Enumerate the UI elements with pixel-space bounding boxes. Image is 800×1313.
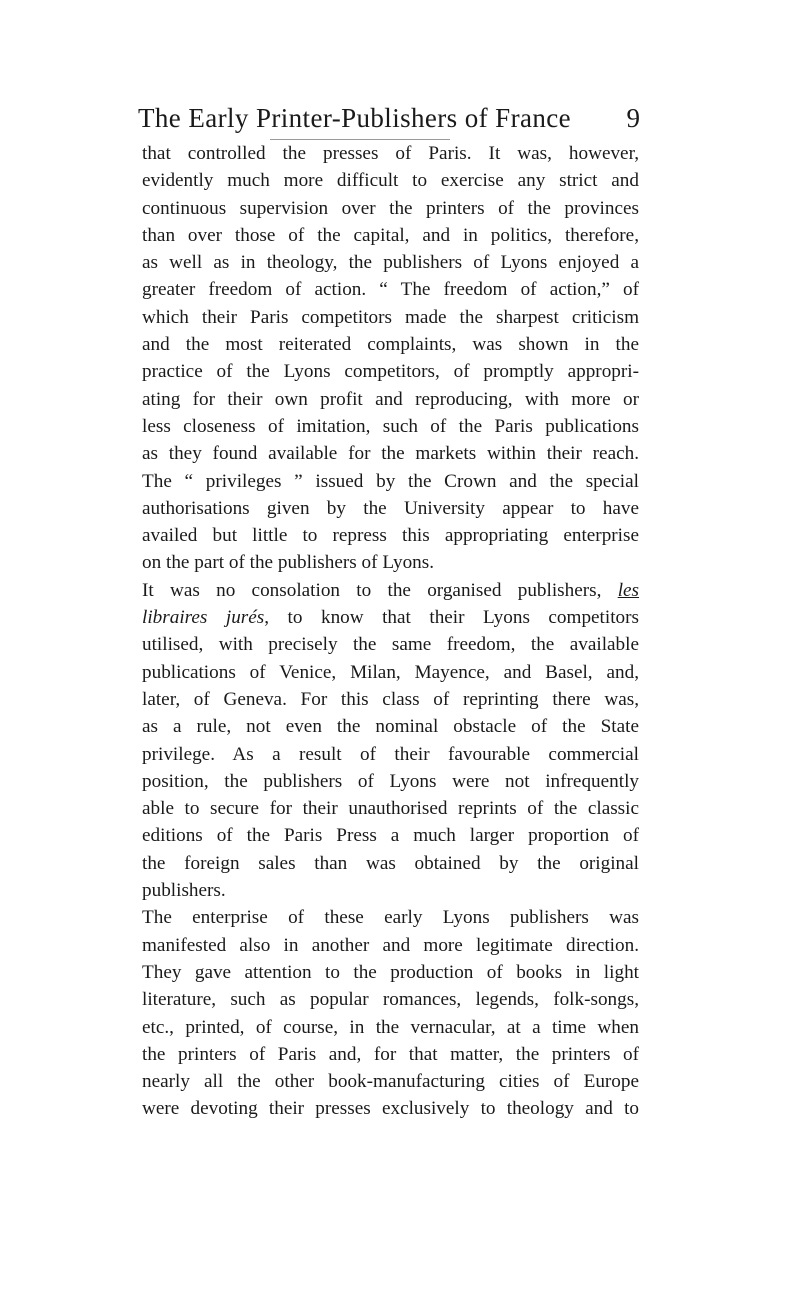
text-line: evidently much more difficult to exercise any strict and <box>142 170 639 192</box>
text-line: availed but little to repress this appropriating enterprise <box>142 525 639 547</box>
page-number: 9 <box>626 103 640 133</box>
text-line: The “ privileges ” issued by the Crown and the special <box>142 470 639 492</box>
text-line: privilege. As a result of their favourable commercial <box>142 743 639 765</box>
text-line <box>142 577 639 604</box>
text-line <box>142 604 639 631</box>
text-line: ating for their own profit and reproducing, with more or <box>142 388 639 410</box>
body-text <box>142 140 639 1140</box>
text-line: position, the publishers of Lyons were not infrequently <box>142 770 639 792</box>
running-head <box>138 98 640 138</box>
text-line: utilised, with precisely the same freedom, the available <box>142 634 639 656</box>
text-line: editions of the Paris Press a much larger proportion of <box>142 825 639 847</box>
italic-text: les <box>617 579 640 601</box>
text-line: which their Paris competitors made the sharpest criticism <box>142 306 639 328</box>
text-line: than over those of the capital, and in politics, therefore, <box>142 224 639 246</box>
text-line: on the part of the publishers of Lyons. <box>142 552 435 574</box>
text-line: as a rule, not even the nominal obstacle of the State <box>142 716 639 738</box>
running-title: The Early Printer-Publishers of France <box>138 103 572 133</box>
italic-text: libraires jurés <box>142 607 265 629</box>
text-run: , to know that their Lyons competitors <box>264 607 640 629</box>
text-line: The enterprise of these early Lyons publishers was <box>142 907 639 929</box>
text-line: nearly all the other book-manufacturing cities of Europe <box>142 1071 639 1093</box>
text-line: as well as in theology, the publishers of Lyons enjoyed a <box>142 252 639 274</box>
text-line: were devoting their presses exclusively to theology and to <box>142 1098 639 1120</box>
text-line: manifested also in another and more legitimate direction. <box>142 934 639 956</box>
text-line: the foreign sales than was obtained by the original <box>142 852 639 874</box>
text-line: as they found available for the markets within their reach. <box>142 443 639 465</box>
text-line: They gave attention to the production of books in light <box>142 961 639 983</box>
text-line: etc., printed, of course, in the vernacular, at a time when <box>142 1016 639 1038</box>
text-line: authorisations given by the University appear to have <box>142 497 639 519</box>
text-line: later, of Geneva. For this class of reprinting there was, <box>142 688 639 710</box>
text-line: publications of Venice, Milan, Mayence, and Basel, and, <box>142 661 639 683</box>
text-line: continuous supervision over the printers of the provinces <box>142 197 639 219</box>
text-line: and the most reiterated complaints, was shown in the <box>142 334 639 356</box>
text-line: able to secure for their unauthorised reprints of the classic <box>142 798 639 820</box>
text-line: literature, such as popular romances, legends, folk-songs, <box>142 989 639 1011</box>
text-line: practice of the Lyons competitors, of promptly appropri- <box>142 361 639 383</box>
text-line: the printers of Paris and, for that matter, the printers of <box>142 1043 639 1065</box>
text-line: greater freedom of action. “ The freedom of action,” of <box>142 279 639 301</box>
text-line: less closeness of imitation, such of the Paris publications <box>142 415 639 437</box>
text-line: that controlled the presses of Paris. It was, however, <box>142 143 639 164</box>
text-line: publishers. <box>142 880 226 902</box>
text-run: It was no consolation to the organised publishers, <box>142 579 602 601</box>
